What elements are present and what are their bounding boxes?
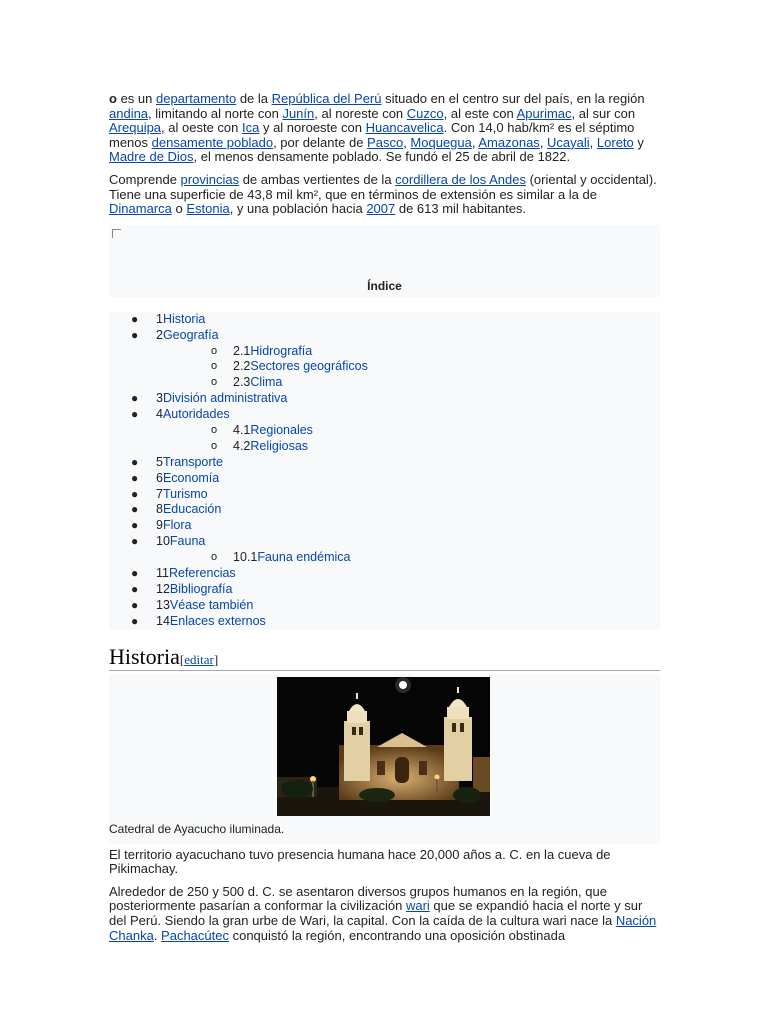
link-ucayali[interactable]: Ucayali <box>547 134 590 150</box>
toc-item-number: 5 <box>156 454 163 469</box>
link-provincias[interactable]: provincias <box>180 171 240 187</box>
toc-item-row <box>156 391 287 407</box>
toc-item-row <box>156 598 253 614</box>
section-heading-historia: Historia[editar] <box>109 642 660 671</box>
toc-item-row <box>156 471 219 487</box>
toc-item[interactable] <box>109 566 660 582</box>
toc-bullet-icon: ● <box>131 391 139 406</box>
toc-item-row <box>156 614 266 630</box>
toc-item-link[interactable]: Historia <box>162 311 206 326</box>
toc-bullet-icon: ● <box>131 502 139 517</box>
toc-item-row <box>156 502 221 518</box>
link-cuzco[interactable]: Cuzco <box>406 105 444 121</box>
toc-item-link[interactable]: Regionales <box>250 422 313 437</box>
toc-item-number: 10 <box>156 534 170 549</box>
toc-item[interactable] <box>109 391 660 407</box>
toc-item-link[interactable]: Geografía <box>162 327 219 342</box>
toc-item-number: 3 <box>156 391 163 406</box>
toc-bullet-icon: o <box>211 551 218 564</box>
toc-item[interactable] <box>109 359 660 375</box>
toc-item-row <box>233 423 313 439</box>
toc-header <box>109 225 660 275</box>
toc-item-number: 4.1 <box>233 422 251 437</box>
link-moquegua[interactable]: Moquegua <box>410 134 472 150</box>
link-huancavelica[interactable]: Huancavelica <box>365 120 444 136</box>
toc-item-row <box>156 534 205 550</box>
toc-item[interactable] <box>109 439 660 455</box>
edit-link[interactable]: editar <box>184 651 214 667</box>
toc-item-number: 2.2 <box>233 359 251 374</box>
toc-item-number: 10.1 <box>233 550 258 565</box>
toc-item-row <box>156 518 191 534</box>
toc-item-row <box>156 328 219 344</box>
toc-bullet-icon: o <box>211 439 218 452</box>
toc-item-row <box>156 487 208 503</box>
toc-item-number: 2.1 <box>233 343 251 358</box>
link-andina[interactable]: andina <box>109 105 149 121</box>
toc-item-number: 14 <box>156 613 170 628</box>
toc-spacer <box>109 297 660 312</box>
toc-bullet-icon: ● <box>131 486 139 501</box>
toc-item-link[interactable]: Educación <box>162 502 222 517</box>
toc-item-link[interactable]: Transporte <box>162 454 223 469</box>
table-of-contents <box>109 225 660 297</box>
toc-bullet-icon: ● <box>131 581 139 596</box>
link-2007[interactable]: 2007 <box>366 201 396 217</box>
toc-bullet-icon: o <box>211 344 218 357</box>
toc-bullet-icon: ● <box>131 534 139 549</box>
toc-item-row <box>156 566 236 582</box>
article-content <box>109 92 660 943</box>
toc-item-row <box>233 375 282 391</box>
toc-item-link[interactable]: Clima <box>250 375 283 390</box>
toc-item[interactable] <box>109 471 660 487</box>
link-junin[interactable]: Junín <box>282 105 315 121</box>
toc-item[interactable] <box>109 312 660 328</box>
toc-bullet-icon: ● <box>131 566 139 580</box>
link-densamente-poblado[interactable]: densamente poblado <box>151 134 274 150</box>
toc-item[interactable] <box>109 502 660 518</box>
toc-item-link[interactable]: División administrativa <box>162 391 288 406</box>
toc-bullet-icon: o <box>211 376 218 389</box>
link-nacion-chanka[interactable]: Nación Chanka <box>109 912 657 943</box>
toc-list <box>109 312 660 630</box>
toc-bullet-icon: o <box>211 360 218 373</box>
image-thumbnail <box>109 674 660 844</box>
link-estonia[interactable]: Estonia <box>186 201 230 217</box>
toc-item[interactable] <box>109 614 660 630</box>
toc-item-link[interactable]: Fauna endémica <box>257 550 351 565</box>
toc-item-link[interactable]: Fauna <box>169 534 206 549</box>
toc-item[interactable] <box>109 598 660 614</box>
toc-item-link[interactable]: Turismo <box>162 486 208 501</box>
toc-bullet-icon: ● <box>131 407 139 422</box>
link-madre-de-dios[interactable]: Madre de Dios <box>109 149 194 165</box>
link-ica[interactable]: Ica <box>242 120 260 136</box>
toc-item-row <box>156 407 230 423</box>
second-paragraph: Comprende provincias de ambas vertientes de la cordillera de los Andes (oriental y occidental). Tiene una superficie de 43,8 mil km², que en términos de extensión es similar a la de Dinamarca o Estonia, y una población hacia 2007 de 613 mil habitantes. <box>109 171 657 217</box>
toc-item-number: 4 <box>156 407 163 422</box>
heading-historia: Historia <box>109 643 180 669</box>
toc-bullet-icon: ● <box>131 454 139 469</box>
toc-item-row <box>233 344 312 360</box>
link-amazonas[interactable]: Amazonas <box>478 134 540 150</box>
toc-item[interactable] <box>109 328 660 344</box>
toc-item-row <box>156 455 223 471</box>
toc-item[interactable] <box>109 375 660 391</box>
link-dinamarca[interactable]: Dinamarca <box>109 201 172 217</box>
toc-item[interactable] <box>109 423 660 439</box>
toc-item-link[interactable]: Flora <box>162 518 192 533</box>
toc-item-number: 11 <box>156 566 169 580</box>
toc-item[interactable] <box>109 534 660 550</box>
toc-item-number: 1 <box>156 311 163 326</box>
link-pasco[interactable]: Pasco <box>367 134 404 150</box>
link-loreto[interactable]: Loreto <box>596 134 634 150</box>
link-departamento[interactable]: departamento <box>155 91 237 106</box>
cathedral-illustration <box>277 677 490 816</box>
historia-paragraph-1: El territorio ayacuchano tuvo presencia humana hace 20,000 años a. C. en la cueva de Pikimachay. <box>109 846 611 877</box>
historia-paragraph-2: Alrededor de 250 y 500 d. C. se asentaron diversos grupos humanos en la región, que posteriormente pasarían a conformar la civilización wari que se expandió hacia el norte y sur del Perú. Siendo la gran urbe de Wari, la capital. Con la caída de la cultura wari nace la Nación Chanka. Pachacútec conquistó la región, encontrando una oposición obstinada <box>109 883 657 943</box>
toc-item-number: 2.3 <box>233 375 251 390</box>
toc-item[interactable] <box>109 582 660 598</box>
link-apurimac[interactable]: Apurimac <box>516 105 572 121</box>
link-cordillera-andes[interactable]: cordillera de los Andes <box>395 171 526 187</box>
toc-title: Índice <box>367 278 402 293</box>
toc-item-row <box>156 312 205 328</box>
toc-item-link[interactable]: Hidrografía <box>250 343 313 358</box>
toc-item-link[interactable]: Autoridades <box>162 407 230 422</box>
toc-item-number: 13 <box>156 597 170 612</box>
link-republica-peru[interactable]: República del Perú <box>271 91 382 106</box>
toc-bullet-icon: ● <box>131 327 139 342</box>
toc-item[interactable] <box>109 550 660 566</box>
toc-bullet-icon: ● <box>131 597 139 612</box>
link-pachacutec[interactable]: Pachacútec <box>161 927 229 943</box>
toc-item[interactable] <box>109 487 660 503</box>
toc-bullet-icon: ● <box>131 613 139 628</box>
toc-toggle-checkbox[interactable] <box>112 229 121 238</box>
toc-item-link[interactable]: Referencias <box>168 566 236 580</box>
toc-item-link[interactable]: Sectores geográficos <box>250 359 368 374</box>
toc-bullet-icon: ● <box>131 470 139 485</box>
toc-item-link[interactable]: Religiosas <box>250 438 309 453</box>
toc-item-link[interactable]: Véase también <box>169 597 254 612</box>
toc-item-link[interactable]: Bibliografía <box>169 581 233 596</box>
toc-item[interactable] <box>109 407 660 423</box>
toc-bullet-icon: ● <box>131 518 139 533</box>
toc-item-row <box>233 550 350 566</box>
toc-item-number: 4.2 <box>233 438 251 453</box>
image-caption: Catedral de Ayacucho iluminada. <box>109 821 285 836</box>
toc-item-number: 6 <box>156 470 163 485</box>
toc-item-number: 2 <box>156 327 163 342</box>
toc-item-row <box>156 582 232 598</box>
toc-item-row <box>233 359 368 375</box>
toc-bullet-icon: o <box>211 423 218 436</box>
intro-paragraph: o es un departamento de la República del Perú situado en el centro sur del país, en la región andina, limitando al norte con Junín, al noreste con Cuzco, al este con Apurimac, al sur con Arequipa, al oeste con Ica y al noroeste con Huancavelica. Con 14,0 hab/km² es el séptimo menos densamente poblado, por delante de Pasco, Moquegua, Amazonas, Ucayali, Loreto y Madre de Dios, el menos densamente poblado. Se fundó el 25 de abril de 1822. <box>109 91 645 165</box>
toc-item-row <box>233 439 308 455</box>
link-wari[interactable]: wari <box>405 898 430 914</box>
toc-item-number: 12 <box>156 581 170 596</box>
toc-item-link[interactable]: Economía <box>162 470 220 485</box>
toc-item[interactable] <box>109 344 660 360</box>
toc-item-number: 7 <box>156 486 163 501</box>
toc-item-link[interactable]: Enlaces externos <box>169 613 266 628</box>
cathedral-photo[interactable] <box>277 677 490 816</box>
toc-item-number: 8 <box>156 502 163 517</box>
toc-item[interactable] <box>109 455 660 471</box>
toc-item-number: 9 <box>156 518 163 533</box>
link-arequipa[interactable]: Arequipa <box>109 120 162 136</box>
lead-bold: o <box>109 91 117 106</box>
toc-bullet-icon: ● <box>131 311 139 326</box>
toc-item[interactable] <box>109 518 660 534</box>
